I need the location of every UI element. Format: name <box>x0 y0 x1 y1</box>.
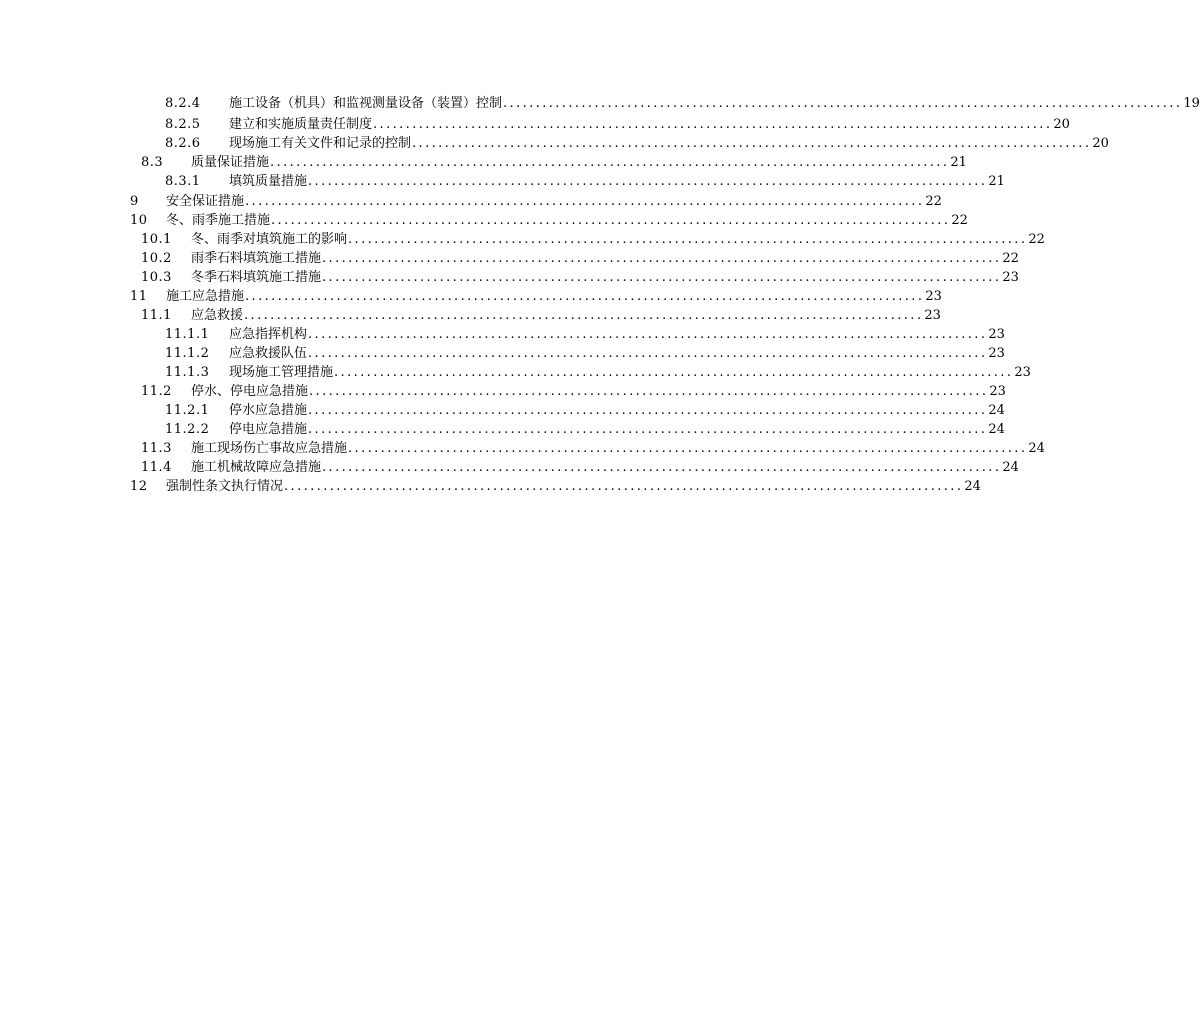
toc-entry-number: 8.3.1 <box>165 174 201 189</box>
toc-leader-dots: ........................................................................................................ <box>245 289 925 304</box>
toc-entry-title: 停电应急措施 <box>229 422 308 437</box>
toc-entry[interactable] <box>165 172 1005 191</box>
toc-entry-page: 23 <box>988 327 1005 342</box>
toc-entry-title: 填筑质量措施 <box>229 174 308 189</box>
toc-entry-number: 11.2 <box>141 384 172 399</box>
toc-entry-page: 24 <box>988 422 1005 437</box>
toc-entry-page: 24 <box>988 403 1005 418</box>
toc-entry-page: 23 <box>925 289 942 304</box>
toc-entry[interactable] <box>130 192 942 211</box>
toc-leader-dots: ........................................................................................................ <box>348 232 1028 247</box>
toc-entry-page: 23 <box>988 346 1005 361</box>
toc-entry-number: 11.3 <box>141 441 172 456</box>
toc-entry-title: 停水应急措施 <box>229 403 308 418</box>
toc-entry-title: 安全保证措施 <box>166 194 245 209</box>
toc-entry-page: 23 <box>1002 270 1019 285</box>
toc-entry-title: 冬、雨季施工措施 <box>166 213 271 228</box>
toc-leader-dots: ........................................................................................................ <box>322 270 1002 285</box>
toc-entry[interactable] <box>165 134 1109 153</box>
toc-entry-page: 24 <box>1002 460 1019 475</box>
toc-leader-dots: ........................................................................................................ <box>373 117 1053 132</box>
toc-entry[interactable] <box>165 344 1005 363</box>
toc-entry-title: 质量保证措施 <box>191 155 270 170</box>
toc-entry-title: 雨季石料填筑施工措施 <box>191 251 322 266</box>
toc-entry-page: 24 <box>964 479 981 494</box>
toc-entry-page: 21 <box>988 174 1005 189</box>
toc-entry-title: 冬季石料填筑施工措施 <box>191 270 322 285</box>
toc-entry-number: 10 <box>130 213 148 228</box>
toc-leader-dots: ........................................................................................................ <box>270 155 950 170</box>
toc-entry-page: 24 <box>1028 441 1045 456</box>
toc-leader-dots: ........................................................................................................ <box>308 327 988 342</box>
toc-entry-number: 11.1 <box>141 308 172 323</box>
toc-entry-title: 施工设备（机具）和监视测量设备（装置）控制 <box>229 96 503 111</box>
toc-entry-page: 22 <box>1028 232 1045 247</box>
toc-entry-number: 8.2.6 <box>165 136 201 151</box>
toc-entry[interactable] <box>165 420 1005 439</box>
toc-entry-title: 现场施工管理措施 <box>229 365 334 380</box>
toc-leader-dots: ........................................................................................................ <box>245 194 925 209</box>
toc-entry-page: 20 <box>1092 136 1109 151</box>
toc-entry-title: 停水、停电应急措施 <box>191 384 309 399</box>
toc-entry[interactable] <box>141 249 1019 268</box>
toc-entry[interactable] <box>141 153 967 172</box>
toc-leader-dots: ........................................................................................................ <box>503 96 1183 111</box>
toc-entry-title: 冬、雨季对填筑施工的影响 <box>191 232 348 247</box>
toc-entry-number: 10.2 <box>141 251 172 266</box>
toc-leader-dots: ........................................................................................................ <box>271 213 951 228</box>
toc-entry[interactable] <box>141 230 1045 249</box>
toc-entry-title: 建立和实施质量责任制度 <box>229 117 373 132</box>
toc-entry-number: 8.2.4 <box>165 96 201 111</box>
toc-entry-number: 11.1.1 <box>165 327 210 342</box>
toc-entry[interactable] <box>165 363 1031 382</box>
toc-entry-number: 11.2.1 <box>165 403 210 418</box>
toc-entry-number: 11.4 <box>141 460 172 475</box>
toc-entry[interactable] <box>165 94 1200 113</box>
toc-leader-dots: ........................................................................................................ <box>412 136 1092 151</box>
toc-entry[interactable] <box>141 439 1045 458</box>
toc-entry-title: 应急救援 <box>191 308 244 323</box>
toc-entry-number: 11.2.2 <box>165 422 210 437</box>
toc-leader-dots: ........................................................................................................ <box>284 479 964 494</box>
toc-entry[interactable] <box>165 401 1005 420</box>
toc-entry-title: 施工现场伤亡事故应急措施 <box>191 441 348 456</box>
toc-entry-number: 10.3 <box>141 270 172 285</box>
toc-entry[interactable] <box>130 477 981 496</box>
toc-leader-dots: ........................................................................................................ <box>309 384 989 399</box>
toc-entry[interactable] <box>165 115 1070 134</box>
toc-entry-number: 9 <box>130 194 139 209</box>
toc-entry-number: 11.1.2 <box>165 346 210 361</box>
toc-entry-number: 11 <box>130 289 148 304</box>
toc-entry-title: 应急救援队伍 <box>229 346 308 361</box>
toc-leader-dots: ........................................................................................................ <box>308 403 988 418</box>
toc-entry-page: 21 <box>950 155 967 170</box>
toc-entry-number: 10.1 <box>141 232 172 247</box>
toc-leader-dots: ........................................................................................................ <box>322 251 1002 266</box>
toc-entry-number: 8.2.5 <box>165 117 201 132</box>
toc-leader-dots: ........................................................................................................ <box>308 346 988 361</box>
toc-entry-page: 23 <box>989 384 1006 399</box>
toc-entry-page: 23 <box>924 308 941 323</box>
toc-entry-page: 22 <box>951 213 968 228</box>
toc-entry-title: 应急指挥机构 <box>229 327 308 342</box>
toc-leader-dots: ........................................................................................................ <box>244 308 924 323</box>
toc-entry[interactable] <box>141 458 1019 477</box>
toc-entry-page: 20 <box>1053 117 1070 132</box>
toc-entry-page: 23 <box>1014 365 1031 380</box>
toc-entry[interactable] <box>130 211 968 230</box>
toc-entry-number: 12 <box>130 479 148 494</box>
toc-entry[interactable] <box>141 382 1006 401</box>
toc-entry[interactable] <box>130 287 942 306</box>
toc-leader-dots: ........................................................................................................ <box>334 365 1014 380</box>
toc-leader-dots: ........................................................................................................ <box>322 460 1002 475</box>
toc-entry-title: 强制性条文执行情况 <box>166 479 284 494</box>
toc-entry-page: 22 <box>925 194 942 209</box>
toc-entry-number: 8.3 <box>141 155 164 170</box>
toc-entry[interactable] <box>141 306 941 325</box>
toc-entry[interactable] <box>165 325 1005 344</box>
toc-leader-dots: ........................................................................................................ <box>348 441 1028 456</box>
toc-leader-dots: ........................................................................................................ <box>308 422 988 437</box>
toc-entry-title: 施工机械故障应急措施 <box>191 460 322 475</box>
toc-entry[interactable] <box>141 268 1019 287</box>
toc-leader-dots: ........................................................................................................ <box>308 174 988 189</box>
toc-entry-title: 现场施工有关文件和记录的控制 <box>229 136 412 151</box>
toc-entry-page: 19 <box>1183 96 1200 111</box>
toc-entry-title: 施工应急措施 <box>166 289 245 304</box>
toc-entry-number: 11.1.3 <box>165 365 210 380</box>
toc-entry-page: 22 <box>1002 251 1019 266</box>
